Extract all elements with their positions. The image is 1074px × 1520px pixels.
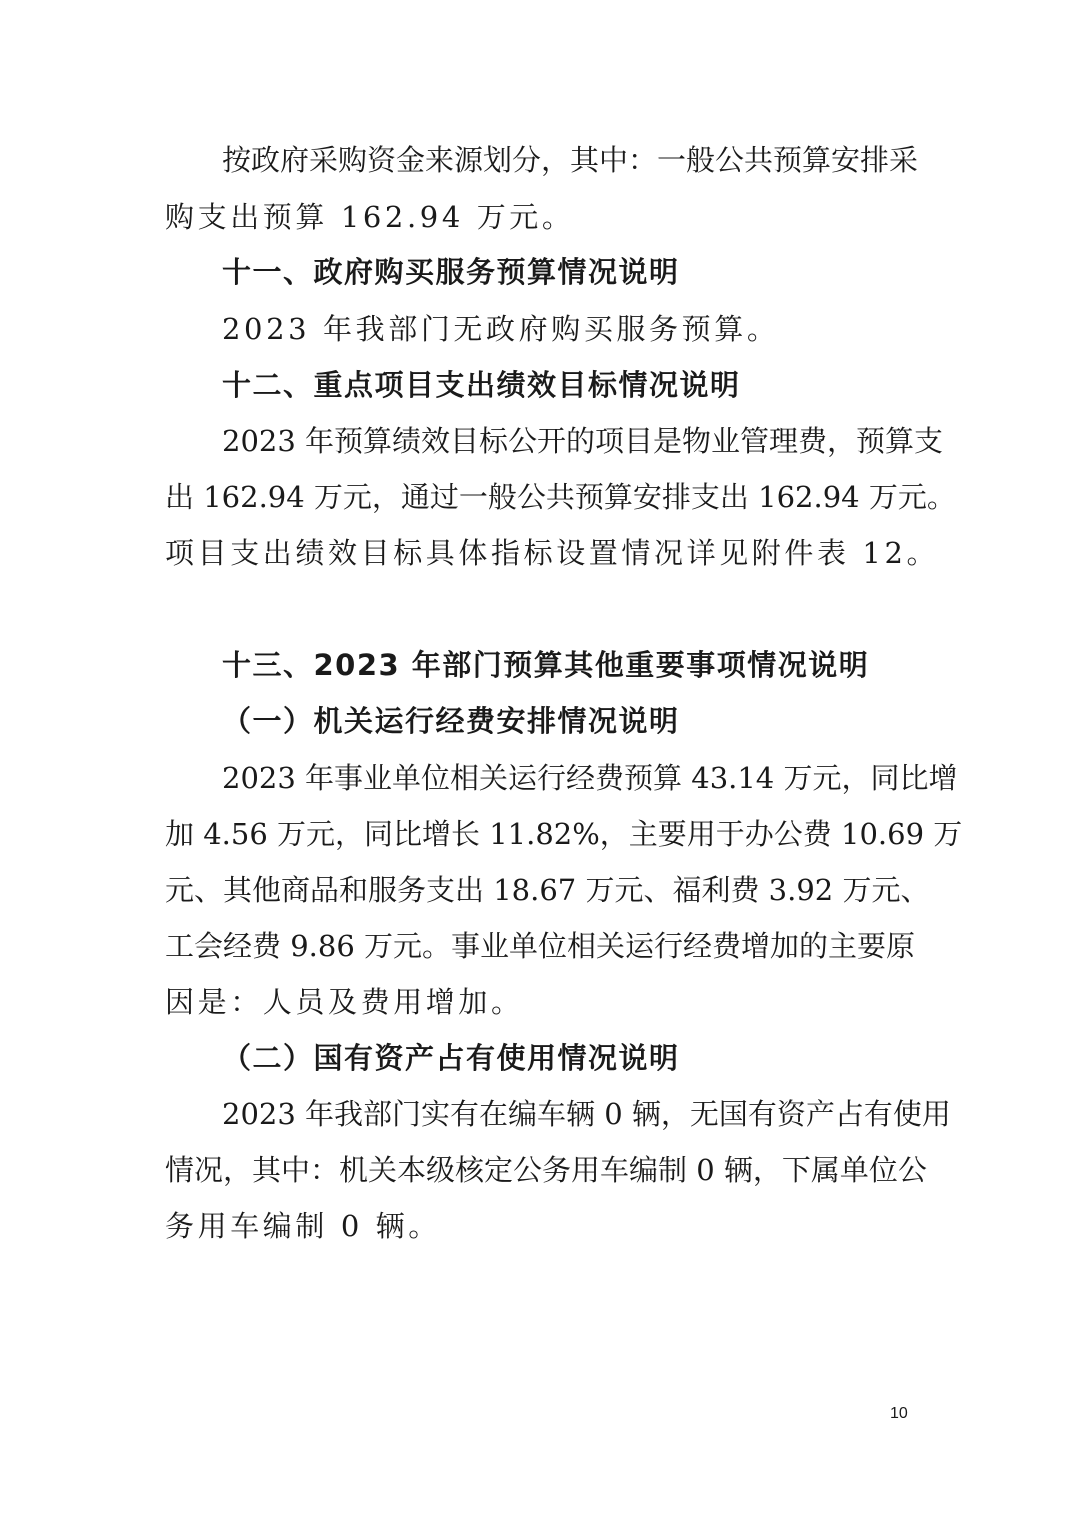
procurement-paragraph-line-1: 按政府采购资金来源划分，其中：一般公共预算安排采 bbox=[222, 143, 919, 177]
performance-paragraph-line-1: 2023 年预算绩效目标公开的项目是物业管理费，预算支 bbox=[222, 424, 944, 458]
section-heading-13: 十三、2023 年部门预算其他重要事项情况说明 bbox=[222, 648, 870, 682]
performance-paragraph-line-3: 项目支出绩效目标具体指标设置情况详见附件表 12。 bbox=[165, 536, 940, 570]
operating-expense-paragraph-line-2: 加 4.56 万元，同比增长 11.82%，主要用于办公费 10.69 万 bbox=[165, 817, 963, 851]
asset-paragraph-line-2: 情况，其中：机关本级核定公务用车编制 0 辆，下属单位公 bbox=[165, 1153, 927, 1187]
section-heading-11: 十一、政府购买服务预算情况说明 bbox=[222, 255, 680, 289]
operating-expense-paragraph-line-1: 2023 年事业单位相关运行经费预算 43.14 万元，同比增 bbox=[222, 761, 958, 795]
procurement-paragraph-line-2: 购支出预算 162.94 万元。 bbox=[165, 200, 575, 234]
operating-expense-paragraph-line-4: 工会经费 9.86 万元。事业单位相关运行经费增加的主要原 bbox=[165, 929, 916, 963]
asset-paragraph-line-3: 务用车编制 0 辆。 bbox=[165, 1209, 441, 1243]
operating-expense-paragraph-line-5: 因是：人员及费用增加。 bbox=[165, 985, 524, 1019]
purchase-service-paragraph: 2023 年我部门无政府购买服务预算。 bbox=[222, 312, 780, 346]
page-number: 10 bbox=[890, 1405, 908, 1422]
section-heading-12: 十二、重点项目支出绩效目标情况说明 bbox=[222, 368, 741, 402]
subsection-heading-13-2: （二）国有资产占有使用情况说明 bbox=[222, 1041, 680, 1075]
performance-paragraph-line-2: 出 162.94 万元，通过一般公共预算安排支出 162.94 万元。 bbox=[165, 480, 956, 514]
operating-expense-paragraph-line-3: 元、其他商品和服务支出 18.67 万元、福利费 3.92 万元、 bbox=[165, 873, 930, 907]
asset-paragraph-line-1: 2023 年我部门实有在编车辆 0 辆，无国有资产占有使用 bbox=[222, 1097, 951, 1131]
subsection-heading-13-1: （一）机关运行经费安排情况说明 bbox=[222, 704, 680, 738]
